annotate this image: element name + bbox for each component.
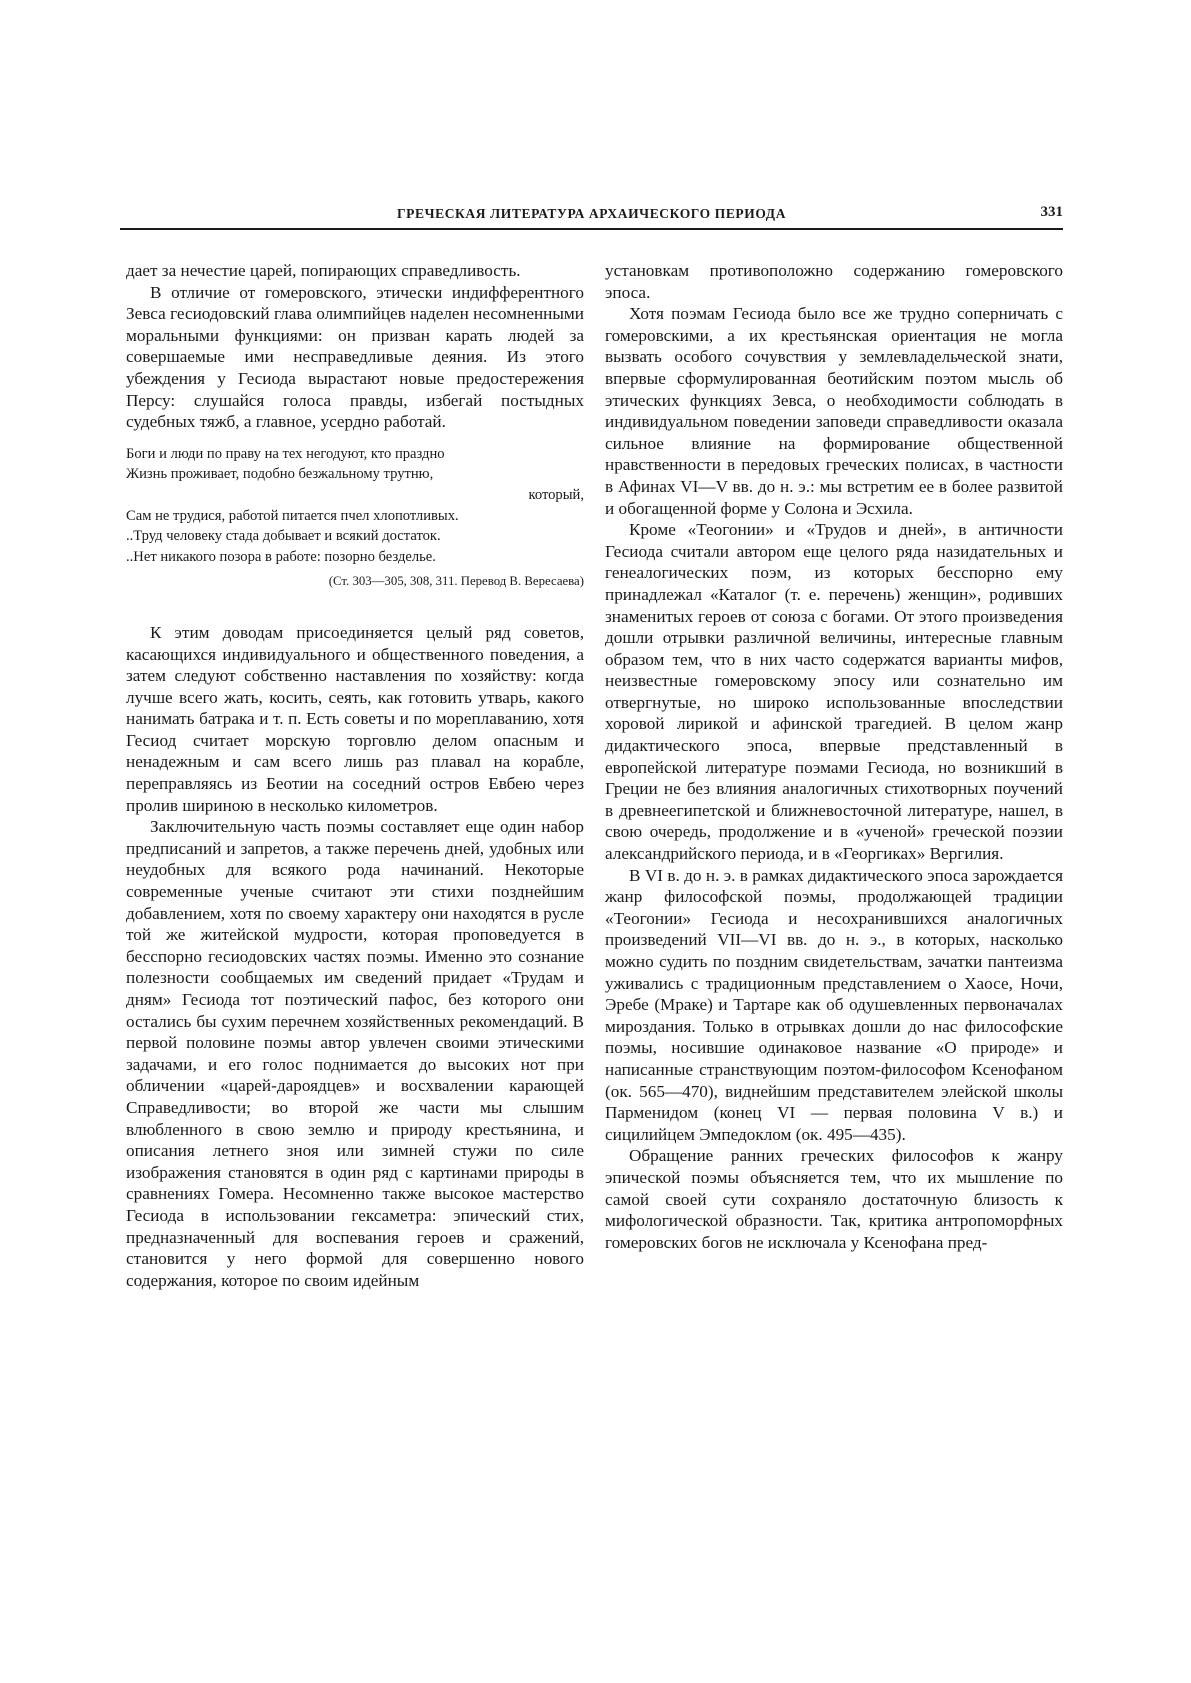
paragraph: Заключительную часть поэмы составляет еще один набор предписаний и запретов, а также перечень дней, удобных или неудобных для всякого рода начинаний. Некоторые современные ученые считают эти стихи позднейшим добавлением, хотя по своему характеру они находятся в русле той же житейской мудрости, которая проповедуется в бесспорно гесиодовских частях поэмы. Именно это сознание полезности сообщаемых им сведений придает «Трудам и дням» Гесиода тот поэтический пафос, без которого они остались бы сухим перечнем хозяйственных рекомендаций. В первой половине поэмы автор увлечен своими этическими задачами, и его голос поднимается до высоких нот при обличении «царей-дароядцев» и восхвалении карающей Справедливости; во второй же части мы слышим влюбленного в свою землю и природу крестьянина, и описания летнего зноя или зимней стужи по силе изображения становятся в один ряд с картинами природы в сравнениях Гомера. Несомненно также высокое мастерство Гесиода в использовании гексаметра: эпический стих, предназначенный для воспевания героев и сражений, становится у него формой для совершенно нового содержания, которое по своим идейным [126, 817, 584, 1290]
paragraph: Кроме «Теогонии» и «Трудов и дней», в античности Гесиода считали автором еще целого ряда назидательных и генеалогических поэм, из которых бесспорно ему принадлежал «Каталог (т. е. перечень) женщин», родивших знаменитых героев от союза с богами. От этого произведения дошли отрывки различной величины, интересные главным образом тем, что в них часто содержатся варианты мифов, неизвестные гомеровскому эпосу или сознательно им отвергнутые, но широко использованные впоследствии хоровой лирикой и афинской трагедией. В целом жанр дидактического эпоса, впервые представленный в европейской литературе поэмами Гесиода, но возникший в Греции не без влияния аналогичных стихотворных поучений в древнеегипетской и ближневосточной литературе, нашел, в свою очередь, продолжение и в «ученой» греческой поэзии александрийского периода, и в «Георгиках» Вергилия. [605, 520, 1063, 864]
poem-line: который, [528, 486, 584, 503]
running-header [120, 206, 1063, 230]
poem-line: Жизнь проживает, подобно безжальному трутню, [126, 466, 434, 483]
paragraph: Хотя поэмам Гесиода было все же трудно соперничать с гомеровскими, а их крестьянская ориентация не могла вызвать особого сочувствия у землевладельческой знати, впервые сформулированная беотийским поэтом мысль об этических функциях Зевса, о необходимости соблюдать в индивидуальном поведении заповеди справедливости оказала сильное влияние на формирование общественной нравственности в передовых греческих полисах, в частности в Афинах VI—V вв. до н. э.: мы встретим ее в более развитой и обогащенной форме у Солона и Эсхила. [605, 304, 1063, 518]
page-number: 331 [1040, 204, 1063, 220]
paragraph: Обращение ранних греческих философов к жанру эпической поэмы объясняется тем, что их мышление по самой своей сути сохраняло достаточную близость к мифологической образности. Так, критика антропоморфных гомеровских богов не исключала у Ксенофана пред- [605, 1146, 1063, 1252]
paragraph: дает за нечестие царей, попирающих справедливость. [126, 261, 521, 280]
spacer [126, 598, 584, 622]
paragraph: В отличие от гомеровского, этически индифферентного Зевса гесиодовский глава олимпийцев наделен несомненными моральными функциями: он призван карать людей за совершаемые ими несправедливые деяния. Из этого убеждения у Гесиода вырастают новые предостережения Персу: слушайся голоса правды, избегай постыдных судебных тяжб, а главное, усердно работай. [126, 282, 584, 432]
right-column [605, 260, 1063, 1253]
left-column [126, 260, 584, 1291]
poem-citation: (Ст. 303—305, 308, 311. Перевод В. Вересаева) [328, 574, 584, 589]
poem-line: ..Труд человеку стада добывает и всякий достаток. [126, 528, 441, 545]
poem-line: Боги и люди по праву на тех негодуют, кто праздно [126, 445, 445, 462]
poem-quote [126, 444, 584, 592]
paragraph: К этим доводам присоединяется целый ряд советов, касающихся индивидуального и общественного поведения, а затем следуют собственно наставления по хозяйству: когда лучше всего жать, косить, сеять, как готовить утварь, какого нанимать батрака и т. п. Есть советы и по мореплаванию, хотя Гесиод считает морскую торговлю делом опасным и ненадежным и сам всего лишь раз плавал на корабле, переправляясь из Беотии на соседний остров Евбею через пролив шириною в несколько километров. [126, 622, 584, 815]
poem-line: ..Нет никакого позора в работе: позорно безделье. [126, 548, 436, 565]
poem-line: Сам не трудися, работой питается пчел хлопотливых. [126, 507, 459, 524]
running-header-title: ГРЕЧЕСКАЯ ЛИТЕРАТУРА АРХАИЧЕСКОГО ПЕРИОДА [396, 206, 787, 221]
paragraph: установкам противоположно содержанию гомеровского эпоса. [605, 261, 1063, 302]
paragraph: В VI в. до н. э. в рамках дидактического эпоса зарождается жанр философской поэмы, продолжающей традиции «Теогонии» Гесиода и несохранившихся аналогичных произведений VII—VI вв. до н. э., в которых, насколько можно судить по поздним свидетельствам, зачатки пантеизма уживались с традиционным представлением о Хаосе, Ночи, Эребе (Мраке) и Тартаре как об одушевленных первоначалах мироздания. Только в отрывках дошли до нас философские поэмы, носившие одинаковое название «О природе» и написанные странствующим поэтом-философом Ксенофаном (ок. 565—470), виднейшим представителем элейской школы Парменидом (конец VI — первая половина V в.) и сицилийцем Эмпедоклом (ок. 495—435). [605, 865, 1063, 1144]
